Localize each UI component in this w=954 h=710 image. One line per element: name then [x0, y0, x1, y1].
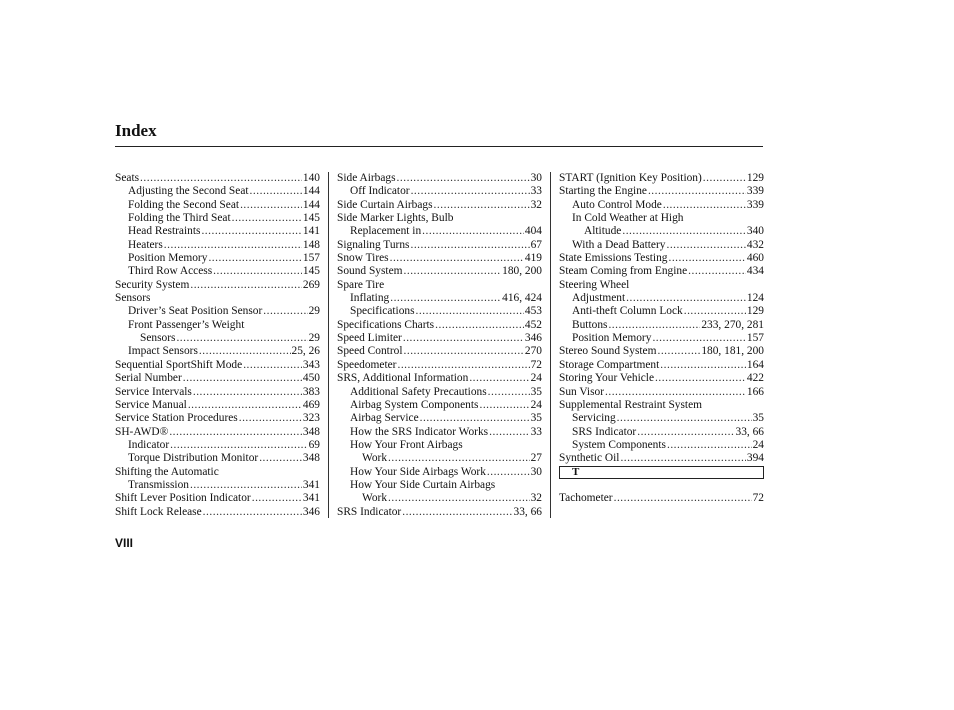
index-entry [337, 252, 542, 265]
dot-leader [190, 479, 302, 492]
index-entry-page: 72 [752, 492, 764, 505]
index-entry-term: Storing Your Vehicle [559, 372, 655, 385]
index-entry-page: 164 [746, 358, 764, 371]
index-entry-page: 341 [302, 492, 320, 505]
dot-leader [663, 199, 746, 212]
index-entry-term: Side Airbags [337, 172, 396, 184]
index-entry-term: Stereo Sound System [559, 345, 657, 358]
index-entry-page: 339 [746, 185, 764, 198]
dot-leader [655, 372, 746, 385]
index-entry-term: Buttons [572, 318, 608, 331]
index-entry [337, 439, 542, 452]
index-entry-term: Off Indicator [350, 185, 410, 198]
dot-leader [703, 172, 746, 185]
index-entry [559, 305, 764, 318]
index-column-2 [337, 172, 542, 519]
index-entry [115, 265, 320, 278]
dot-leader [164, 239, 302, 252]
dot-leader [688, 265, 746, 278]
column-divider-2 [550, 172, 551, 518]
index-entry [337, 345, 542, 358]
dot-leader [397, 359, 529, 372]
index-entry-page: 157 [302, 252, 320, 265]
index-entry [115, 185, 320, 198]
index-entry [337, 332, 542, 345]
index-entry [559, 292, 764, 305]
index-entry-term: Position Memory [128, 252, 208, 265]
index-entry-term: Airbag Service [350, 412, 419, 425]
index-entry [337, 225, 542, 238]
dot-leader [390, 252, 524, 265]
index-entry-page: 453 [524, 305, 542, 318]
dot-leader [420, 412, 530, 425]
index-entry-page: 129 [746, 305, 764, 318]
index-entry-term: How Your Side Airbags Work [350, 465, 486, 478]
index-entry-term: Impact Sensors [128, 345, 198, 358]
index-entry-term: Specifications [350, 305, 415, 318]
index-entry [337, 172, 542, 185]
index-entry [115, 439, 320, 452]
index-entry-term: Side Curtain Airbags [337, 198, 433, 211]
index-entry-term: Steering Wheel [559, 278, 630, 291]
index-entry-page: 69 [308, 438, 320, 451]
index-entry-term: State Emissions Testing [559, 252, 668, 265]
dot-leader [232, 212, 302, 225]
index-entry [337, 359, 542, 372]
index-entry-page: 341 [302, 478, 320, 491]
dot-leader [620, 452, 745, 465]
dot-leader [263, 305, 307, 318]
index-entry [115, 466, 320, 479]
dot-leader [188, 399, 302, 412]
index-entry-page: 145 [302, 265, 320, 278]
dot-leader [489, 426, 530, 439]
dot-leader [488, 386, 530, 399]
index-entry [115, 372, 320, 385]
dot-leader [652, 332, 745, 345]
index-entry [559, 279, 764, 292]
dot-leader [605, 386, 746, 399]
dot-leader [203, 506, 302, 519]
index-entry-page: 348 [302, 425, 320, 438]
index-entry [337, 466, 542, 479]
dot-leader [199, 345, 291, 358]
index-entry [115, 412, 320, 425]
index-entry-term: Service Station Procedures [115, 412, 238, 425]
index-entry [337, 239, 542, 252]
index-entry-term: System Components [572, 438, 666, 451]
index-entry-term: Airbag System Components [350, 398, 479, 411]
dot-leader [487, 466, 530, 479]
dot-leader [402, 506, 512, 519]
index-entry-page: 35 [530, 385, 542, 398]
index-entry-term: Heaters [128, 238, 163, 251]
index-entry-term: SRS Indicator [572, 425, 637, 438]
index-entry-page: 144 [302, 198, 320, 211]
index-entry-term: SH-AWD® [115, 425, 169, 438]
index-entry-page: 32 [530, 492, 542, 505]
index-entry-term: Work [362, 452, 388, 465]
index-entry-page: 35 [530, 412, 542, 425]
dot-leader [614, 492, 752, 505]
index-entry-page: 270 [524, 345, 542, 358]
index-entry-page: 416, 424 [502, 292, 542, 305]
index-entry-page: 269 [302, 278, 320, 291]
index-entry [559, 359, 764, 372]
index-entry [115, 492, 320, 505]
index-entry-term: Adjusting the Second Seat [128, 185, 249, 198]
index-entry [559, 399, 764, 412]
index-entry-term: Security System [115, 278, 190, 291]
index-entry-page: 180, 200 [502, 265, 542, 278]
index-entry-page: 394 [746, 452, 764, 465]
index-entry-term: Tachometer [559, 492, 613, 505]
index-entry-term: How Your Side Curtain Airbags [350, 478, 496, 491]
index-entry [115, 399, 320, 412]
title-rule [115, 146, 763, 147]
dot-leader [435, 319, 524, 332]
index-entry-term: Sensors [115, 292, 151, 305]
index-entry-page: 180, 181, 200 [701, 345, 764, 358]
index-entry-term: Shift Lock Release [115, 505, 202, 518]
index-entry-term: Sequential SportShift Mode [115, 358, 243, 371]
index-entry [115, 212, 320, 225]
index-entry-page: 144 [302, 185, 320, 198]
index-entry [115, 292, 320, 305]
index-entry [337, 492, 542, 505]
index-entry-page: 422 [746, 372, 764, 385]
index-entry-term: In Cold Weather at High [572, 212, 684, 225]
index-entry [337, 426, 542, 439]
index-entry [559, 332, 764, 345]
index-entry-term: Transmission [128, 478, 189, 491]
index-entry-page: 33, 66 [735, 425, 764, 438]
index-entry-page: 404 [524, 225, 542, 238]
index-entry-term: Supplemental Restraint System [559, 398, 703, 411]
index-entry-page: 27 [530, 452, 542, 465]
index-entry [115, 359, 320, 372]
index-entry [559, 172, 764, 185]
index-entry-term: Folding the Third Seat [128, 212, 231, 225]
index-entry-page: 348 [302, 452, 320, 465]
index-entry-term: Position Memory [572, 332, 652, 345]
index-entry-page: 124 [746, 292, 764, 305]
dot-leader [397, 172, 530, 185]
index-entry [115, 279, 320, 292]
index-entry [337, 399, 542, 412]
index-entry-page: 432 [746, 238, 764, 251]
index-column-3 [559, 172, 764, 506]
index-entry-page: 157 [746, 332, 764, 345]
dot-leader [622, 225, 746, 238]
dot-leader [140, 172, 302, 185]
index-entry [559, 265, 764, 278]
index-entry-page: 343 [302, 358, 320, 371]
dot-leader [183, 372, 302, 385]
page-number: VIII [115, 536, 134, 550]
index-entry [115, 319, 320, 332]
dot-leader [259, 452, 302, 465]
index-entry [559, 212, 764, 225]
index-entry-term: Synthetic Oil [559, 452, 620, 465]
index-entry [115, 225, 320, 238]
dot-leader [667, 439, 752, 452]
index-entry-page: 140 [302, 172, 320, 184]
index-entry [115, 239, 320, 252]
index-entry-term: Service Manual [115, 398, 187, 411]
index-entry-page: 33, 66 [513, 505, 542, 518]
index-entry-term: Specifications Charts [337, 318, 435, 331]
index-entry-page: 419 [524, 252, 542, 265]
index-entry [337, 319, 542, 332]
dot-leader [208, 252, 301, 265]
dot-leader [637, 426, 734, 439]
index-entry-term: Speedometer [337, 358, 397, 371]
index-entry-term: Sun Visor [559, 385, 604, 398]
index-entry-page: 67 [530, 238, 542, 251]
index-entry [337, 386, 542, 399]
index-entry [337, 479, 542, 492]
index-entry-term: Front Passenger’s Weight [128, 318, 245, 331]
index-entry-term: Side Marker Lights, Bulb [337, 212, 454, 225]
index-entry-term: Steam Coming from Engine [559, 265, 688, 278]
index-entry [559, 426, 764, 439]
index-entry-page: 339 [746, 198, 764, 211]
dot-leader [193, 386, 302, 399]
index-entry-term: Sound System [337, 265, 403, 278]
dot-leader [666, 239, 745, 252]
index-entry [559, 412, 764, 425]
index-entry-term: Adjustment [572, 292, 626, 305]
index-entry-page: 148 [302, 238, 320, 251]
dot-leader [617, 412, 752, 425]
dot-leader [660, 359, 746, 372]
index-entry-term: Altitude [584, 225, 622, 238]
index-entry [115, 386, 320, 399]
index-entry-page: 24 [530, 398, 542, 411]
index-entry-page: 129 [746, 172, 764, 184]
page-title: Index [115, 121, 157, 140]
index-entry-term: Anti-theft Column Lock [572, 305, 683, 318]
index-entry-term: Driver’s Seat Position Sensor [128, 305, 263, 318]
index-entry-page: 33 [530, 185, 542, 198]
index-entry [559, 386, 764, 399]
index-entry-term: Service Intervals [115, 385, 192, 398]
dot-leader [479, 399, 529, 412]
index-entry [115, 452, 320, 465]
index-entry-page: 383 [302, 385, 320, 398]
index-entry-term: Shift Lever Position Indicator [115, 492, 251, 505]
index-entry [115, 252, 320, 265]
index-column-1 [115, 172, 320, 519]
index-entry [337, 506, 542, 519]
index-entry [115, 332, 320, 345]
index-entry [337, 265, 542, 278]
dot-leader [190, 279, 302, 292]
dot-leader [390, 292, 501, 305]
dot-leader [422, 225, 524, 238]
index-entry-term: Additional Safety Precautions [350, 385, 487, 398]
dot-leader [434, 199, 530, 212]
index-entry-page: 434 [746, 265, 764, 278]
index-entry [559, 199, 764, 212]
dot-leader [411, 185, 530, 198]
dot-leader [176, 332, 307, 345]
index-entry [337, 292, 542, 305]
index-entry-term: Seats [115, 172, 140, 184]
dot-leader [170, 439, 307, 452]
dot-leader [240, 199, 302, 212]
index-entry [559, 439, 764, 452]
index-entry [559, 372, 764, 385]
dot-leader [416, 305, 524, 318]
index-entry [337, 212, 542, 225]
index-entry-term: How the SRS Indicator Works [350, 425, 489, 438]
index-entry-term: Serial Number [115, 372, 182, 385]
dot-leader [657, 345, 700, 358]
dot-leader [388, 452, 530, 465]
index-entry-page: 145 [302, 212, 320, 225]
index-entry-term: Storage Compartment [559, 358, 660, 371]
index-entry-page: 340 [746, 225, 764, 238]
index-entry-page: 346 [302, 505, 320, 518]
index-entry-term: With a Dead Battery [572, 238, 666, 251]
dot-leader [684, 305, 746, 318]
dot-leader [403, 332, 524, 345]
dot-leader [626, 292, 746, 305]
index-entry-term: Third Row Access [128, 265, 213, 278]
index-entry [115, 199, 320, 212]
index-entry-term: Auto Control Mode [572, 198, 662, 211]
index-entry-page: 35 [752, 412, 764, 425]
index-entry [115, 426, 320, 439]
index-entry-page: 24 [530, 372, 542, 385]
index-entry-term: Signaling Turns [337, 238, 410, 251]
index-entry-term: Sensors [140, 332, 176, 345]
dot-leader [668, 252, 745, 265]
index-entry [559, 452, 764, 465]
dot-leader [250, 185, 302, 198]
index-entry-page: 450 [302, 372, 320, 385]
index-entry-term: Head Restraints [128, 225, 201, 238]
index-entry-term: Inflating [350, 292, 390, 305]
index-entry-page: 166 [746, 385, 764, 398]
dot-leader [388, 492, 530, 505]
index-entry-term: Work [362, 492, 388, 505]
index-entry [559, 319, 764, 332]
index-entry-term: Folding the Second Seat [128, 198, 240, 211]
dot-leader [404, 345, 524, 358]
index-entry [559, 185, 764, 198]
index-entry [337, 279, 542, 292]
index-entry-term: Shifting the Automatic [115, 465, 219, 478]
index-entry-term: Speed Limiter [337, 332, 402, 345]
index-entry-page: 346 [524, 332, 542, 345]
dot-leader [239, 412, 302, 425]
index-entry-term: Speed Control [337, 345, 403, 358]
dot-leader [404, 265, 502, 278]
index-entry-term: How Your Front Airbags [350, 438, 463, 451]
index-entry-term: Starting the Engine [559, 185, 647, 198]
index-entry-term: Indicator [128, 438, 170, 451]
index-entry-page: 72 [530, 358, 542, 371]
dot-leader [201, 225, 301, 238]
index-entry-page: 141 [302, 225, 320, 238]
dot-leader [410, 239, 529, 252]
index-entry [115, 479, 320, 492]
index-entry-term: Spare Tire [337, 278, 385, 291]
index-entry-page: 452 [524, 318, 542, 331]
dot-leader [469, 372, 529, 385]
index-entry [337, 199, 542, 212]
index-entry-term: Replacement in [350, 225, 422, 238]
index-entry-page: 30 [530, 172, 542, 184]
dot-leader [169, 426, 302, 439]
section-letter-box: T [559, 466, 764, 479]
index-entry [559, 239, 764, 252]
index-entry-term: SRS, Additional Information [337, 372, 469, 385]
index-entry [337, 372, 542, 385]
dot-leader [252, 492, 302, 505]
index-entry [337, 185, 542, 198]
index-entry [559, 225, 764, 238]
index-entry [559, 492, 764, 505]
index-entry-page: 24 [752, 438, 764, 451]
index-entry [115, 305, 320, 318]
index-entry [337, 452, 542, 465]
index-entry-term: SRS Indicator [337, 505, 402, 518]
index-entry-page: 29 [308, 305, 320, 318]
index-entry-page: 323 [302, 412, 320, 425]
index-entry [115, 345, 320, 358]
column-divider-1 [328, 172, 329, 518]
index-entry [337, 305, 542, 318]
index-entry-term: Snow Tires [337, 252, 389, 265]
index-entry-page: 33 [530, 425, 542, 438]
dot-leader [213, 265, 302, 278]
dot-leader [243, 359, 302, 372]
index-entry [559, 252, 764, 265]
index-entry-term: Torque Distribution Monitor [128, 452, 259, 465]
index-entry-page: 469 [302, 398, 320, 411]
index-entry [115, 172, 320, 185]
dot-leader [608, 319, 700, 332]
index-entry-page: 460 [746, 252, 764, 265]
index-entry-page: 30 [530, 465, 542, 478]
index-entry-page: 29 [308, 332, 320, 345]
index-entry-term: Servicing [572, 412, 616, 425]
index-entry [115, 506, 320, 519]
index-entry-page: 233, 270, 281 [701, 318, 764, 331]
index-entry [559, 345, 764, 358]
index-entry [337, 412, 542, 425]
index-entry-page: 25, 26 [291, 345, 320, 358]
dot-leader [648, 185, 746, 198]
index-entry-page: 32 [530, 198, 542, 211]
index-entry-term: START (Ignition Key Position) [559, 172, 702, 184]
